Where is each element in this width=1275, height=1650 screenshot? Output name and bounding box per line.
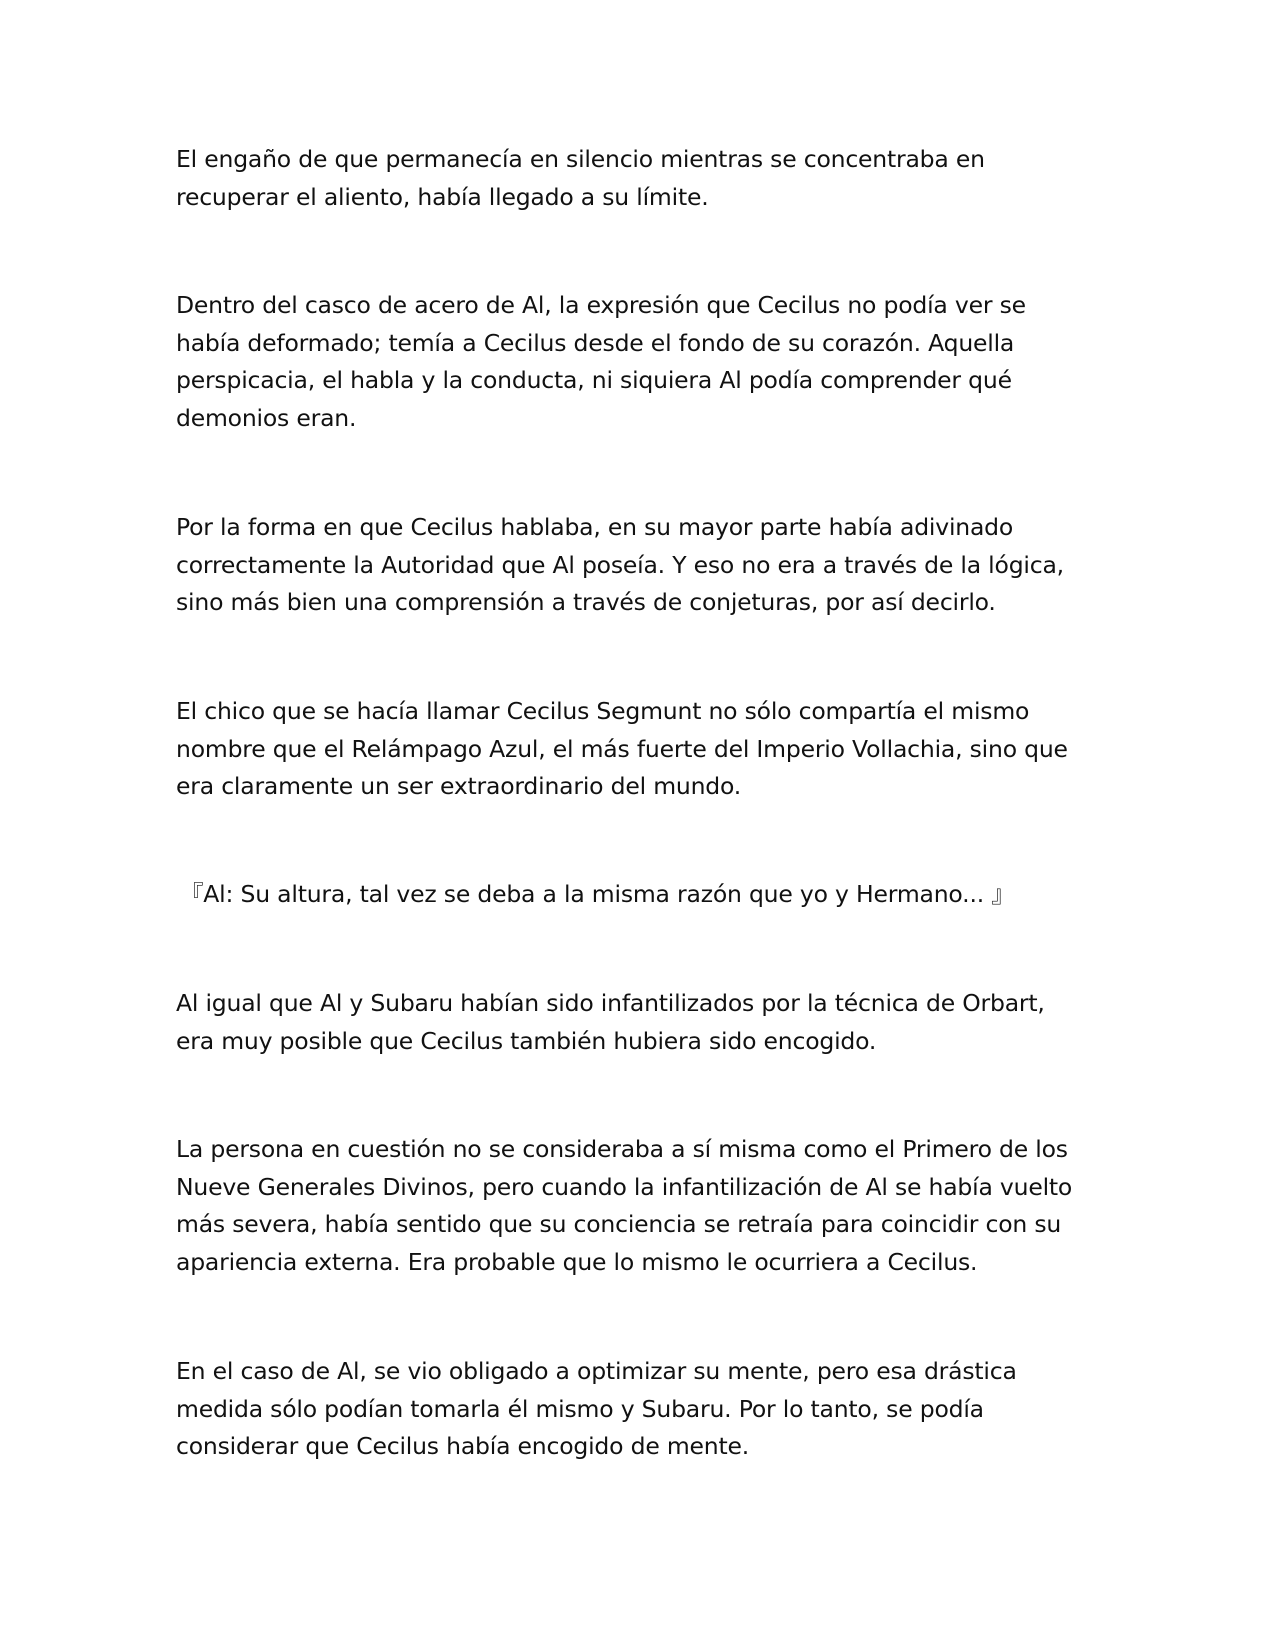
paragraph-line: En el caso de Al, se vio obligado a optimizar su mente, pero esa drástica	[176, 1357, 1017, 1385]
paragraph-line: demonios eran.	[176, 403, 357, 432]
paragraph-5	[176, 985, 1116, 1060]
paragraph-line: Por la forma en que Cecilus hablaba, en su mayor parte había adivinado	[176, 513, 1014, 541]
paragraph-line: considerar que Cecilus había encogido de mente.	[176, 1432, 750, 1460]
paragraph-1	[176, 141, 1116, 216]
paragraph-7	[176, 1353, 1116, 1466]
paragraph-line: Al igual que Al y Subaru habían sido infantilizados por la técnica de Orbart,	[176, 989, 1045, 1017]
paragraph-line: nombre que el Relámpago Azul, el más fuerte del Imperio Vollachia, sino que	[176, 734, 1068, 763]
paragraph-line: había deformado; temía a Cecilus desde el fondo de su corazón. Aquella	[176, 328, 1015, 357]
paragraph-line: correctamente la Autoridad que Al poseía. Y eso no era a través de la lógica,	[176, 550, 1064, 579]
paragraph-2	[176, 287, 1116, 437]
paragraph-line: recuperar el aliento, había llegado a su límite.	[176, 182, 709, 211]
paragraph-line: medida sólo podían tomarla él mismo y Subaru. Por lo tanto, se podía	[176, 1394, 984, 1423]
paragraph-line: era muy posible que Cecilus también hubiera sido encogido.	[176, 1026, 877, 1055]
paragraph-line: Dentro del casco de acero de Al, la expresión que Cecilus no podía ver se	[176, 291, 1026, 319]
paragraph-line: sino más bien una comprensión a través de conjeturas, por así decirlo.	[176, 588, 996, 616]
paragraph-line: era claramente un ser extraordinario del mundo.	[176, 772, 742, 800]
paragraph-line: apariencia externa. Era probable que lo mismo le ocurriera a Cecilus.	[176, 1247, 978, 1276]
paragraph-4	[176, 693, 1116, 806]
paragraph-line: La persona en cuestión no se consideraba a sí misma como el Primero de los	[176, 1135, 1068, 1163]
paragraph-line: más severa, había sentido que su conciencia se retraía para coincidir con su	[176, 1210, 1062, 1238]
paragraph-line: Nueve Generales Divinos, pero cuando la infantilización de Al se había vuelto	[176, 1172, 1073, 1201]
paragraph-6	[176, 1131, 1116, 1281]
paragraph-line: El chico que se hacía llamar Cecilus Segmunt no sólo compartía el mismo	[176, 697, 1030, 725]
paragraph-line: 『Al: Su altura, tal vez se deba a la misma razón que yo y Hermano... 』	[180, 880, 1015, 908]
paragraph-line: perspicacia, el habla y la conducta, ni siquiera Al podía comprender qué	[176, 366, 1012, 394]
paragraph-3	[176, 509, 1116, 622]
paragraph-line: El engaño de que permanecía en silencio mientras se concentraba en	[176, 145, 985, 173]
dialogue-line	[180, 876, 1120, 914]
